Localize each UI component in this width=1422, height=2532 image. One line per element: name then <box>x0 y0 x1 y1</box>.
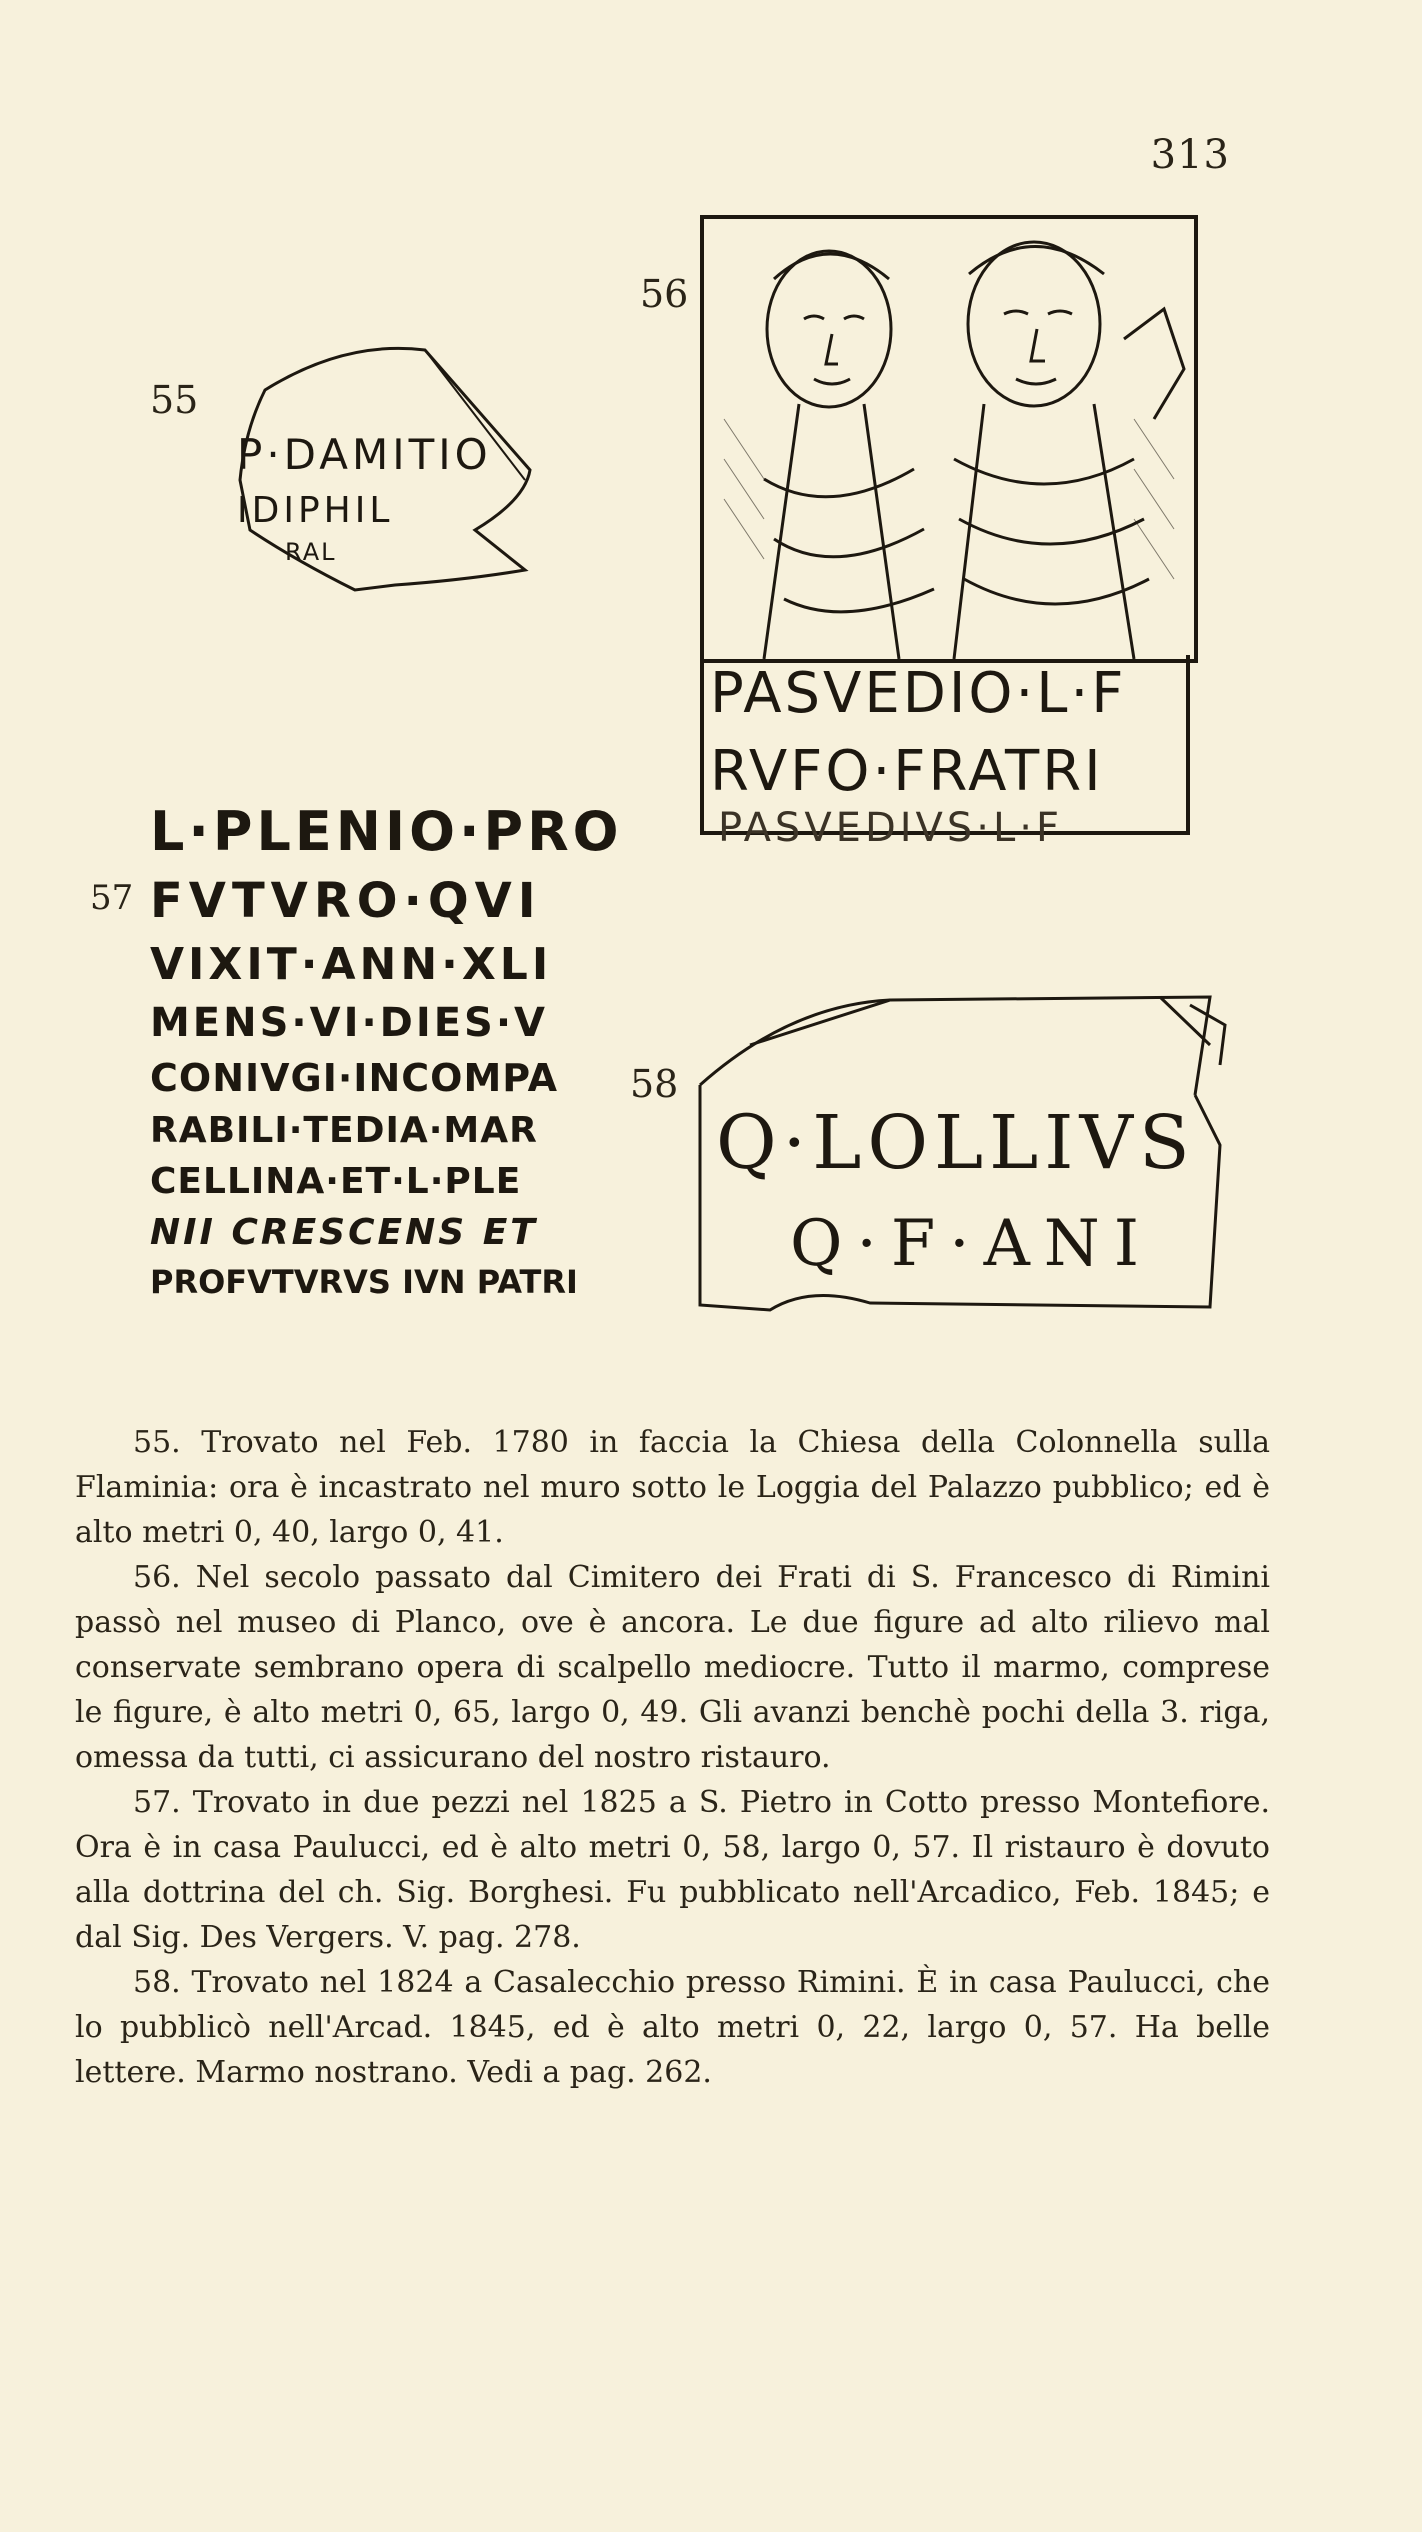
inscription-56-line2: RVFO·FRATRI <box>710 739 1104 804</box>
inscription-58-line2: Q·F·ANI <box>790 1207 1154 1281</box>
relief-56-inscription <box>700 655 1190 851</box>
relief-figures-illustration <box>704 219 1194 659</box>
figure-number-58: 58 <box>630 1062 679 1106</box>
page-number: 313 <box>1150 132 1230 178</box>
inscription-56-line3: PASVEDIVS·L·F <box>718 805 1064 851</box>
note-55: 55. Trovato nel Feb. 1780 in faccia la Chiesa della Colonnella sulla Flaminia: ora è incastrato nel muro sotto le Loggia del Palazzo pubblico; ed è alto metri 0, 40, largo 0, 41. <box>75 1425 1270 1550</box>
inscription-55-line3: RAL <box>285 538 337 566</box>
inscription-58 <box>690 985 1230 1315</box>
inscription-57-line: MENS·VI·DIES·V <box>150 1000 549 1046</box>
inscription-57-line: NII CRESCENS ET <box>150 1212 538 1253</box>
inscription-57-line: CELLINA·ET·L·PLE <box>150 1161 522 1202</box>
notes <box>75 1420 1270 2095</box>
note-58: 58. Trovato nel 1824 a Casalecchio presso Rimini. È in casa Paulucci, che lo pubblicò nell'Arcad. 1845, ed è alto metri 0, 22, largo 0, 57. Ha belle lettere. Marmo nostrano. Vedi a pag. 262. <box>75 1965 1270 2090</box>
note-57: 57. Trovato in due pezzi nel 1825 a S. Pietro in Cotto presso Montefiore. Ora è in casa Paulucci, ed è alto metri 0, 58, largo 0, 57. Il ristauro è dovuto alla dottrina del ch. Sig. Borghesi. Fu pubblicato nell'Arcadico, Feb. 1845; e dal Sig. Des Vergers. V. pag. 278. <box>75 1785 1270 1955</box>
inscription-56-line1: PASVEDIO·L·F <box>710 661 1127 726</box>
inscription-57-line: VIXIT·ANN·XLI <box>150 939 553 990</box>
note-56: 56. Nel secolo passato dal Cimitero dei Frati di S. Francesco di Rimini passò nel museo di Planco, ove è ancora. Le due figure ad alto rilievo mal conservate sembrano opera di scalpello mediocre. Tutto il marmo, comprese le figure, è alto metri 0, 65, largo 0, 49. Gli avanzi benchè pochi della 3. riga, omessa da tutti, ci assicurano del nostro ristauro. <box>75 1560 1270 1775</box>
inscription-57-line: CONIVGI·INCOMPA <box>150 1056 559 1100</box>
relief-56 <box>700 215 1198 663</box>
figure-number-56: 56 <box>640 272 689 316</box>
inscription-55-line2: IDIPHIL <box>237 490 394 531</box>
figure-number-57: 57 <box>90 878 134 918</box>
inscription-57-line: RABILI·TEDIA·MAR <box>150 1110 538 1151</box>
inscription-57-line: FVTVRO·QVI <box>150 873 542 929</box>
inscription-55-line1: P·DAMITIO <box>237 430 492 479</box>
inscription-55 <box>225 330 535 600</box>
inscription-58-line1: Q·LOLLIVS <box>716 1100 1196 1186</box>
inscription-57-line: PROFVTVRVS IVN PATRI <box>150 1263 578 1301</box>
inscription-57 <box>150 800 623 1311</box>
figure-number-55: 55 <box>150 378 199 422</box>
inscription-57-line: L·PLENIO·PRO <box>150 800 623 863</box>
